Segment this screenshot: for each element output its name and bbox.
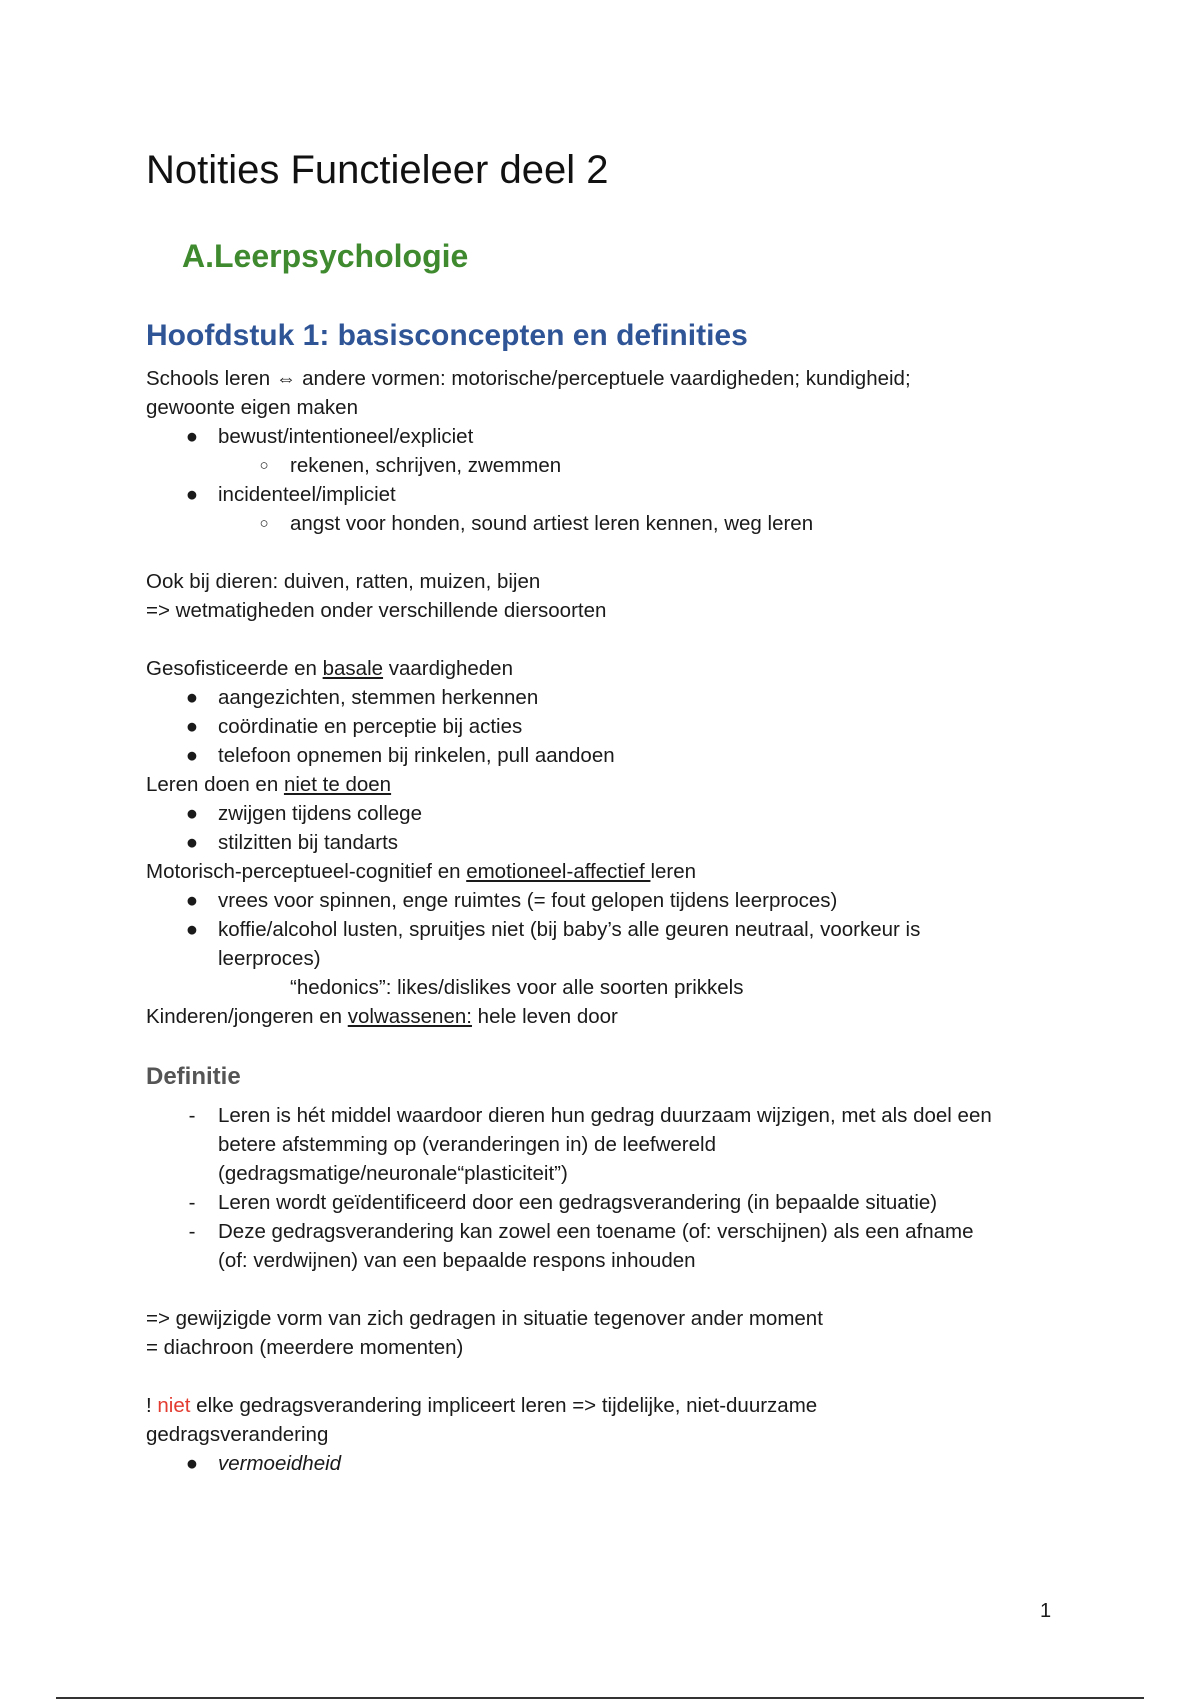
- list-item: [146, 422, 1086, 451]
- bullet-icon: ●: [185, 686, 199, 709]
- list-item-text: koffie/alcohol lusten, spruitjes niet (bij baby’s alle geuren neutraal, voorkeur is: [218, 918, 921, 941]
- list-item-text: incidenteel/impliciet: [218, 483, 396, 506]
- text-run: elke gedragsverandering impliceert leren => tijdelijke, niet-duurzame: [190, 1394, 818, 1417]
- bullet-icon: ●: [185, 831, 199, 854]
- list-item-text: Leren is hét middel waardoor dieren hun gedrag duurzaam wijzigen, met als doel een: [218, 1104, 992, 1127]
- document-page: [146, 142, 1086, 1478]
- list-item-text: (gedragsmatige/neuronale“plasticiteit”): [218, 1162, 568, 1185]
- list-item-text: (of: verdwijnen) van een bepaalde respons inhouden: [218, 1249, 696, 1272]
- section-heading: A.Leerpsychologie: [182, 238, 469, 274]
- document-title: Notities Functieleer deel 2: [146, 148, 609, 192]
- list-item-text: angst voor honden, sound artiest leren kennen, weg leren: [290, 512, 814, 535]
- sub-list-item: [146, 451, 1086, 480]
- text-run: vaardigheden: [383, 657, 513, 680]
- bullet-icon: ●: [185, 1452, 199, 1475]
- list-item: [146, 480, 1086, 509]
- underlined-text: basale: [322, 657, 384, 680]
- indented-note: “hedonics”: likes/dislikes voor alle soorten prikkels: [290, 976, 744, 999]
- bullet-icon: ●: [185, 425, 199, 448]
- paragraph-gewijzigd-2: = diachroon (meerdere momenten): [146, 1336, 464, 1359]
- list-item: [146, 1101, 1086, 1188]
- list-item-text: vrees voor spinnen, enge ruimtes (= fout gelopen tijdens leerproces): [218, 889, 838, 912]
- list-item: [146, 683, 1086, 712]
- list-item-text: aangezichten, stemmen herkennen: [218, 686, 539, 709]
- text-run: Kinderen/jongeren en: [146, 1005, 348, 1028]
- list-item-text: coördinatie en perceptie bij acties: [218, 715, 523, 738]
- paragraph-dieren-2: => wetmatigheden onder verschillende diersoorten: [146, 599, 607, 622]
- paragraph-gesofisticeerd: [146, 654, 1086, 683]
- text-run: Motorisch-perceptueel-cognitief en: [146, 860, 467, 883]
- list-item: [146, 799, 1086, 828]
- chapter-heading: Hoofdstuk 1: basisconcepten en definities: [146, 319, 748, 352]
- list-item-text: bewust/intentioneel/expliciet: [218, 425, 474, 448]
- dash-icon: -: [188, 1191, 196, 1214]
- underlined-text: volwassenen:: [347, 1005, 472, 1028]
- list-item-text: betere afstemming op (veranderingen in) de leefwereld: [218, 1133, 716, 1156]
- sub-list-item: [146, 509, 1086, 538]
- list-item-text: leerproces): [218, 947, 321, 970]
- paragraph-dieren-1: Ook bij dieren: duiven, ratten, muizen, bijen: [146, 570, 541, 593]
- circle-bullet-icon: ○: [259, 457, 269, 474]
- bullet-icon: ●: [185, 918, 199, 941]
- bullet-icon: ●: [185, 802, 199, 825]
- list-item: [146, 1188, 1086, 1217]
- list-item-text: Deze gedragsverandering kan zowel een toename (of: verschijnen) als een afname: [218, 1220, 974, 1243]
- paragraph-gewijzigd-1: => gewijzigde vorm van zich gedragen in situatie tegenover ander moment: [146, 1307, 823, 1330]
- dash-icon: -: [188, 1104, 196, 1127]
- list-item: [146, 828, 1086, 857]
- text-run: Gesofisticeerde en: [146, 657, 323, 680]
- paragraph-motorisch: [146, 857, 1086, 886]
- page-bottom-rule: [56, 1697, 1144, 1699]
- text-run: !: [146, 1394, 158, 1417]
- text-run: leren: [650, 860, 697, 883]
- text-run: hele leven door: [471, 1005, 618, 1028]
- list-item-text: telefoon opnemen bij rinkelen, pull aandoen: [218, 744, 615, 767]
- paragraph-niet-2: gedragsverandering: [146, 1423, 329, 1446]
- list-item-text: vermoeidheid: [218, 1452, 342, 1475]
- list-item: [146, 886, 1086, 915]
- underlined-text: niet te doen: [283, 773, 392, 796]
- page-number: 1: [1040, 1600, 1052, 1622]
- list-item: [146, 1449, 1086, 1478]
- definition-heading: Definitie: [146, 1063, 241, 1090]
- list-item-text: rekenen, schrijven, zwemmen: [290, 454, 562, 477]
- list-item: [146, 915, 1086, 973]
- intro-line-2: gewoonte eigen maken: [146, 396, 358, 419]
- list-item-text: Leren wordt geïdentificeerd door een gedragsverandering (in bepaalde situatie): [218, 1191, 938, 1214]
- dash-icon: -: [188, 1220, 196, 1243]
- intro-line-1: Schools leren ⇔ andere vormen: motorische/perceptuele vaardigheden; kundigheid;: [146, 367, 911, 390]
- circle-bullet-icon: ○: [259, 515, 269, 532]
- bullet-icon: ●: [185, 715, 199, 738]
- list-item: [146, 1217, 1086, 1275]
- bullet-icon: ●: [185, 889, 199, 912]
- paragraph-leren-doen: [146, 770, 1086, 799]
- paragraph-kinderen: [146, 1002, 1086, 1031]
- list-item-text: stilzitten bij tandarts: [218, 831, 399, 854]
- bullet-icon: ●: [185, 744, 199, 767]
- underlined-text: emotioneel-affectief: [466, 860, 651, 883]
- list-item: [146, 712, 1086, 741]
- highlighted-text: niet: [157, 1394, 191, 1417]
- text-run: Leren doen en: [146, 773, 284, 796]
- list-item: [146, 741, 1086, 770]
- paragraph-niet: [146, 1391, 1086, 1420]
- list-item-text: zwijgen tijdens college: [218, 802, 422, 825]
- bullet-icon: ●: [185, 483, 199, 506]
